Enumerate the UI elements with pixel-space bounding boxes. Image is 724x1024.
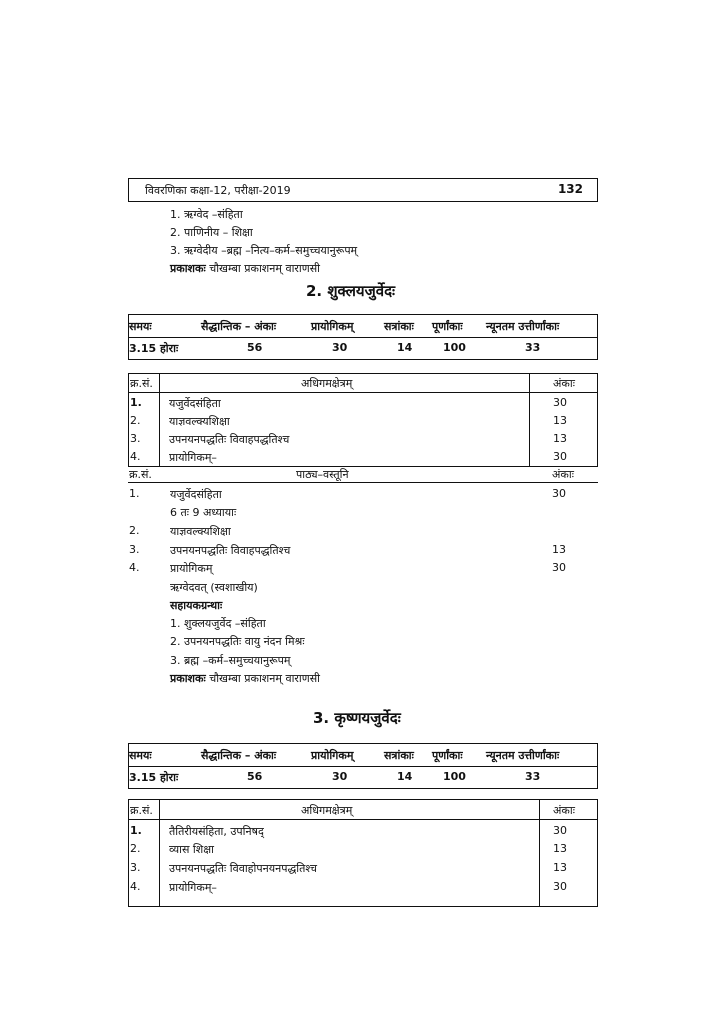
marks-header-cell: पूर्णांकाः (432, 749, 463, 762)
row-marks: 30 (552, 487, 566, 500)
row-number: 4. (130, 450, 141, 463)
row-name: प्रायोगिकम्– (169, 451, 217, 464)
row-number: 1. (130, 396, 142, 409)
marks-table (128, 743, 598, 789)
marks-header-cell: सैद्धान्तिक – अंकाः (201, 749, 277, 762)
row-name: 6 तः 9 अध्यायाः (170, 506, 237, 519)
row-number: 2. (129, 524, 140, 537)
marks-header-cell: प्रायोगिकम् (311, 749, 354, 762)
marks-value-cell: 30 (332, 770, 348, 783)
row-marks: 30 (552, 561, 566, 574)
marks-header-cell: समयः (129, 320, 152, 333)
table-header-cell: क्र.सं. (130, 377, 153, 390)
marks-value-cell: 3.15 होराः (129, 342, 179, 355)
marks-header-cell: सत्रांकाः (384, 320, 414, 333)
marks-value-cell: 56 (247, 341, 263, 354)
row-number: 3. (130, 432, 141, 445)
table-header-cell: अंकाः (553, 804, 575, 817)
publisher-value: चौखम्बा प्रकाशनम् वाराणसी (209, 262, 321, 275)
learning-areas-table (128, 373, 598, 467)
marks-value-cell: 33 (525, 770, 541, 783)
book-item: 3. ब्रह्म –कर्म–समुच्चयानुरूपम् (170, 654, 291, 667)
row-name: तैतिरीयसंहिता, उपनिषद् (169, 825, 264, 838)
table-header-cell: क्र.सं. (130, 804, 153, 817)
page-header (128, 178, 598, 202)
page-number: 132 (557, 182, 583, 196)
publisher-label: प्रकाशकः (170, 262, 206, 275)
row-name: यजुर्वेदसंहिता (169, 397, 221, 410)
row-name: यजुर्वेदसंहिता (170, 488, 222, 501)
row-name: उपनयनपद्धतिः विवाहोपनयनपद्धतिश्च (169, 862, 318, 875)
marks-header-cell: समयः (129, 749, 152, 762)
row-name: ऋग्वेदवत् (स्वशाखीय) (170, 581, 258, 594)
row-marks: 13 (552, 543, 566, 556)
marks-table (128, 314, 598, 360)
row-number: 1. (129, 487, 140, 500)
row-number: 3. (129, 543, 140, 556)
divider (128, 482, 598, 483)
marks-value-cell: 100 (443, 770, 466, 783)
book-item: 1. शुक्लयजुर्वेद –संहिता (170, 617, 266, 630)
marks-value-cell: 30 (332, 341, 348, 354)
marks-header-cell: पूर्णांकाः (432, 320, 463, 333)
table-header-cell: अंकाः (552, 468, 574, 481)
marks-value-cell: 3.15 होराः (129, 771, 179, 784)
row-name: प्रायोगिकम् (170, 562, 213, 575)
row-number: 1. (130, 824, 142, 837)
row-number: 2. (130, 414, 141, 427)
marks-value-cell: 56 (247, 770, 263, 783)
row-marks: 30 (553, 880, 567, 893)
section-heading: 3. कृष्णयजुर्वेदः (313, 709, 401, 727)
marks-value-cell: 100 (443, 341, 466, 354)
book-item: 2. उपनयनपद्धतिः वायु नंदन मिश्रः (170, 635, 305, 648)
row-marks: 30 (553, 396, 567, 409)
row-name: उपनयनपद्धतिः विवाहपद्धतिश्च (170, 544, 291, 557)
marks-header-cell: न्यूनतम उत्तीर्णांकाः (486, 749, 560, 762)
section2-publisher (170, 671, 320, 686)
marks-header-cell: सैद्धान्तिक – अंकाः (201, 320, 277, 333)
table-header-cell: अधिगमक्षेत्रम् (301, 377, 353, 390)
section-heading: 2. शुक्लयजुर्वेदः (306, 282, 396, 300)
marks-value-cell: 14 (397, 341, 413, 354)
top-list-item: 1. ऋग्वेद –संहिता (170, 208, 243, 221)
content-header-row (128, 467, 598, 483)
top-list-item: 2. पाणिनीय – शिक्षा (170, 226, 253, 239)
table-header-cell: अधिगमक्षेत्रम् (301, 804, 353, 817)
row-marks: 30 (553, 450, 567, 463)
row-name: उपनयनपद्धतिः विवाहपद्धतिश्च (169, 433, 290, 446)
marks-header-cell: न्यूनतम उत्तीर्णांकाः (486, 320, 560, 333)
publisher-value: चौखम्बा प्रकाशनम् वाराणसी (209, 672, 321, 685)
marks-header-cell: सत्रांकाः (384, 749, 414, 762)
table-header-cell: पाठ्य–वस्तूनि (296, 468, 349, 481)
row-marks: 13 (553, 414, 567, 427)
row-number: 4. (130, 880, 141, 893)
marks-value-cell: 33 (525, 341, 541, 354)
table-header-cell: अंकाः (553, 377, 575, 390)
marks-header-cell: प्रायोगिकम् (311, 320, 354, 333)
row-name: व्यास शिक्षा (169, 843, 214, 856)
top-list-item: 3. ऋग्वेदीय –ब्रह्म –नित्य–कर्म–समुच्चयानुरूपम् (170, 244, 358, 257)
publisher-label: प्रकाशकः (170, 672, 206, 685)
row-name: प्रायोगिकम्– (169, 881, 217, 894)
row-number: 3. (130, 861, 141, 874)
row-name: याज्ञवल्क्यशिक्षा (169, 415, 230, 428)
row-number: 2. (130, 842, 141, 855)
row-number: 4. (129, 561, 140, 574)
row-marks: 30 (553, 824, 567, 837)
marks-value-cell: 14 (397, 770, 413, 783)
table-header-cell: क्र.सं. (129, 468, 152, 481)
page-header-title: विवरणिका कक्षा-12, परीक्षा-2019 (145, 184, 291, 197)
row-marks: 13 (553, 842, 567, 855)
top-publisher (170, 261, 320, 276)
row-name: याज्ञवल्क्यशिक्षा (170, 525, 231, 538)
learning-areas-table (128, 799, 598, 907)
books-heading: सहायकग्रन्थाः (170, 599, 223, 612)
row-marks: 13 (553, 861, 567, 874)
row-marks: 13 (553, 432, 567, 445)
